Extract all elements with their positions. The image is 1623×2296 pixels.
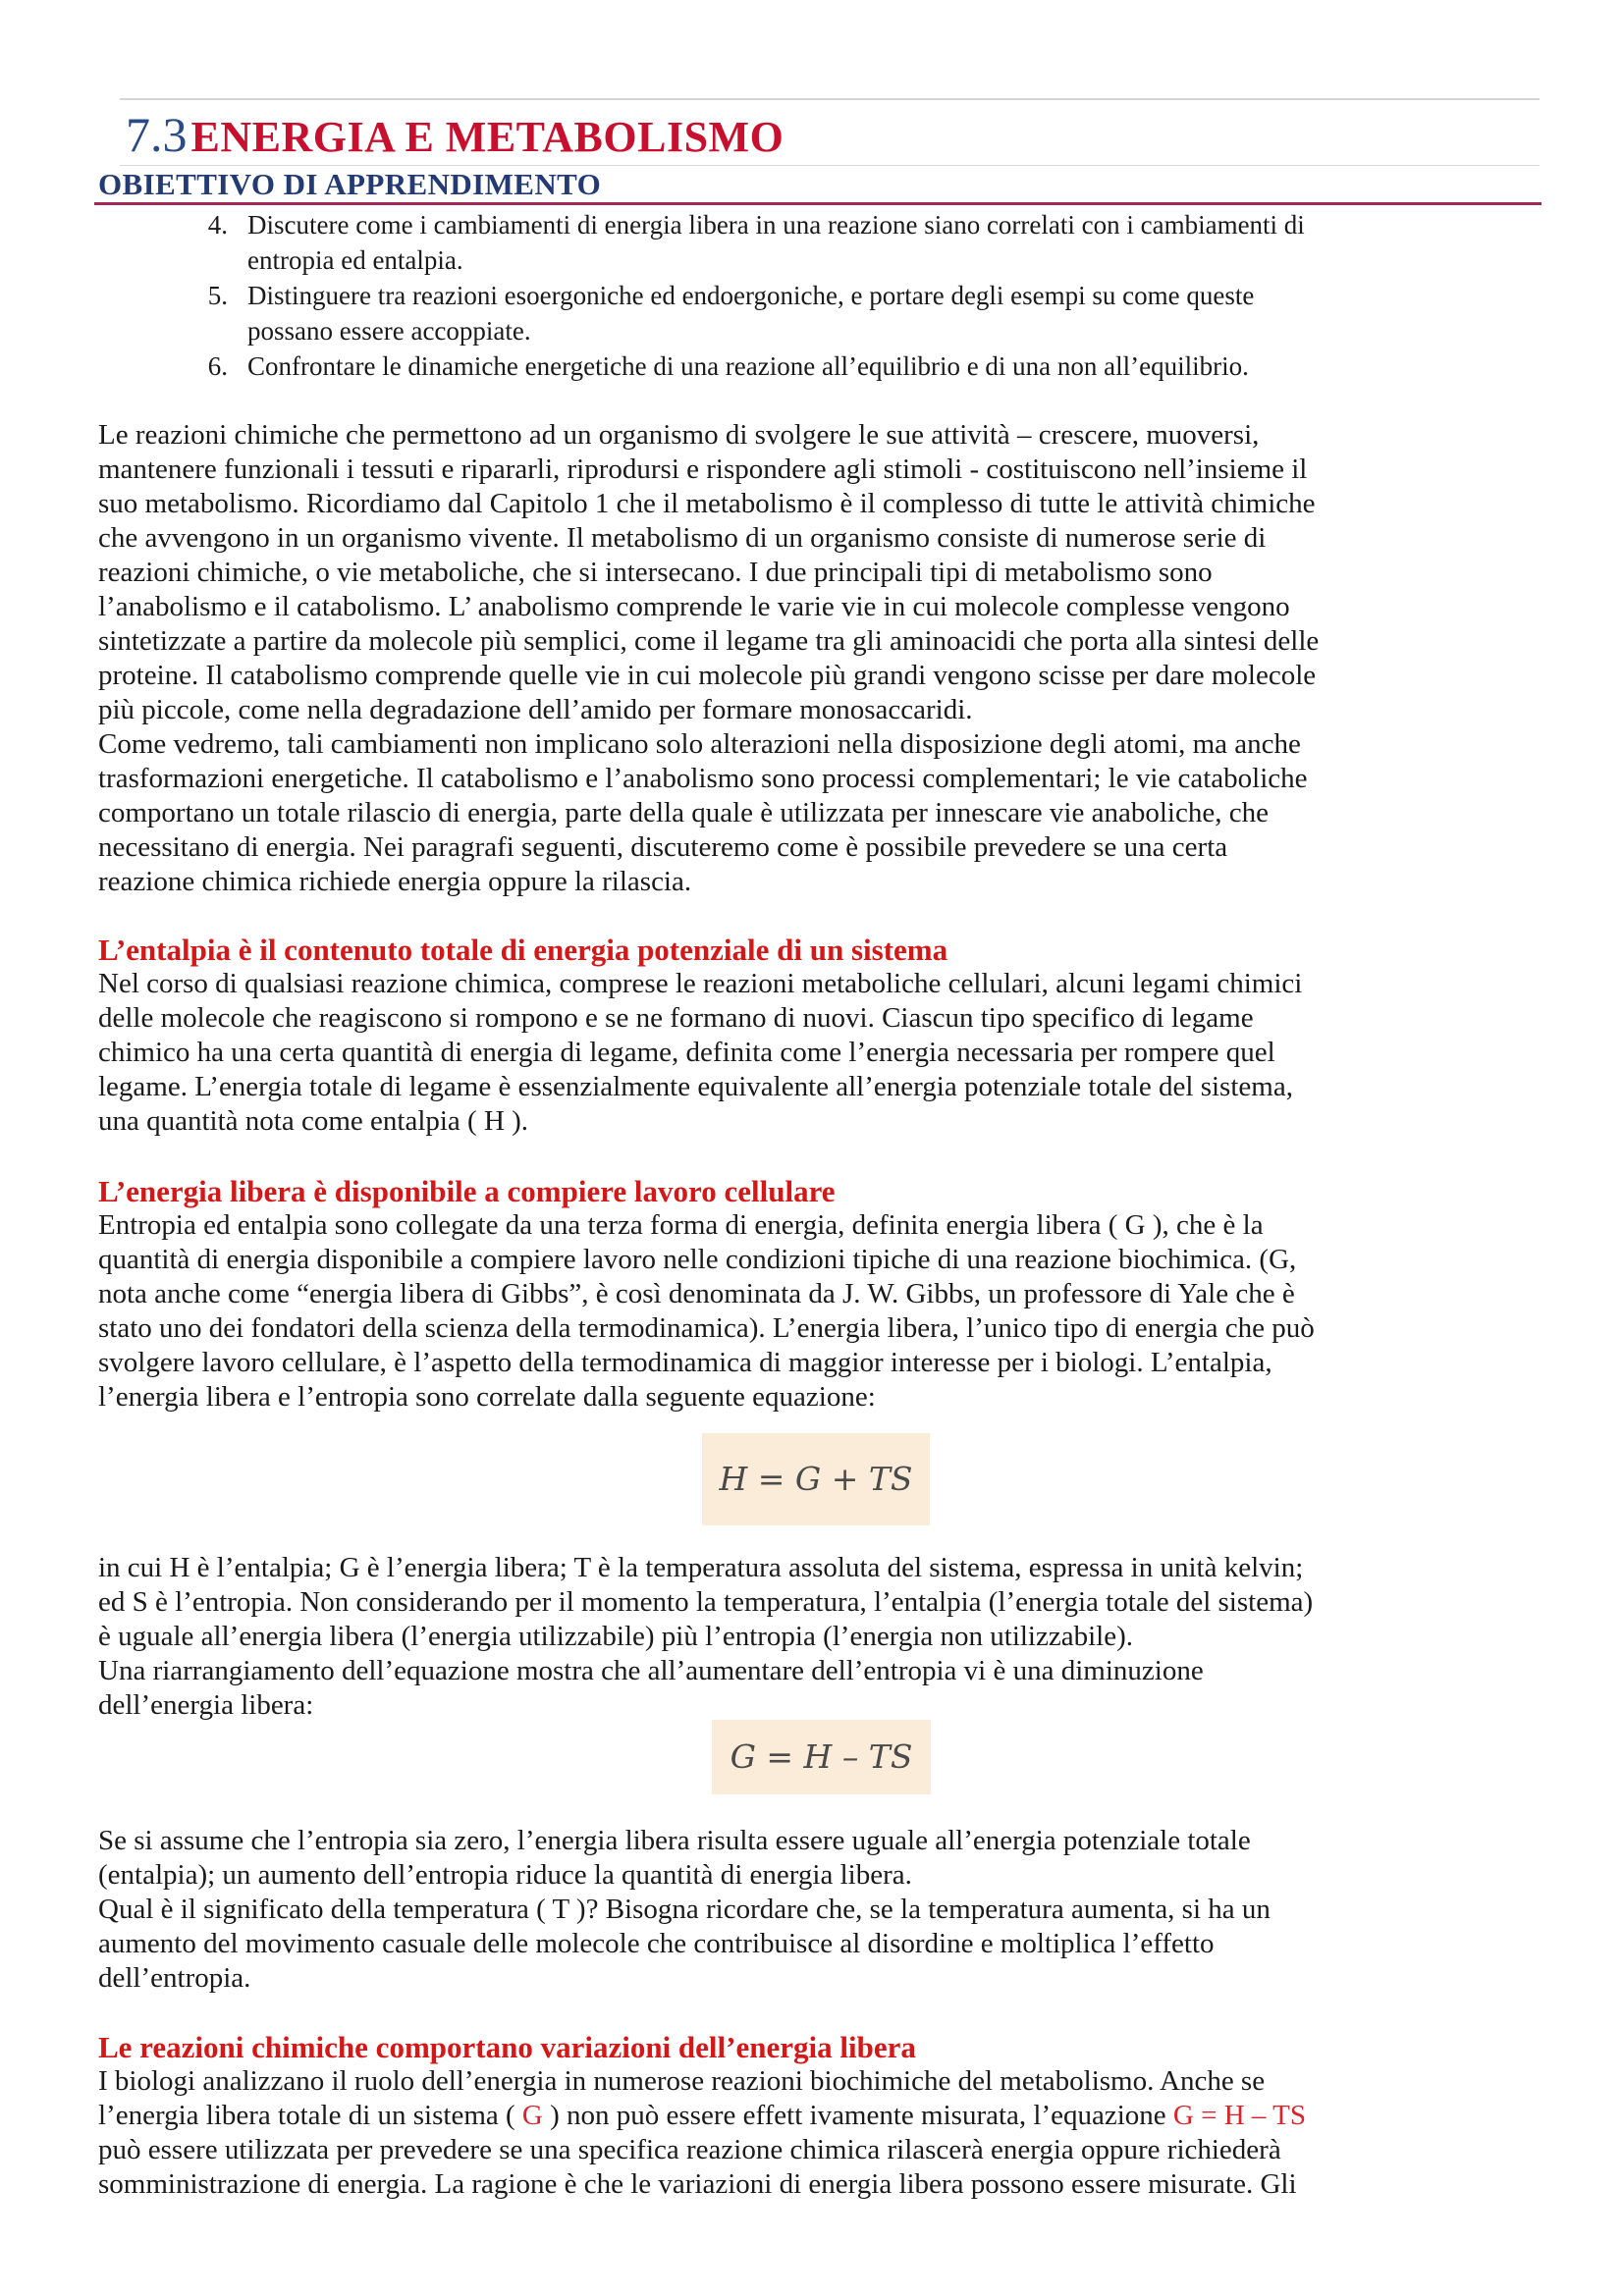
text-line: I biologi analizzano il ruolo dell’energia in numerose reazioni biochimiche del metabolismo. Anche se — [98, 2065, 1266, 2097]
text-line: (entalpia); un aumento dell’entropia riduce la quantità di energia libera. — [98, 1859, 912, 1891]
text-line: suo metabolismo. Ricordiamo dal Capitolo 1 che il metabolismo è il complesso di tutte le attività chimiche — [98, 488, 1316, 519]
text-line: Entropia ed entalpia sono collegate da una terza forma di energia, definita energia libera ( G ), che è la — [98, 1209, 1264, 1241]
text-line: dell’entropia. — [98, 1962, 251, 1994]
text-line: nota anche come “energia libera di Gibbs”, è così denominata da J. W. Gibbs, un professore di Yale che è — [98, 1278, 1295, 1309]
text-line: necessitano di energia. Nei paragrafi seguenti, discuteremo come è possibile prevedere se una certa — [98, 831, 1228, 863]
objective-line: Confrontare le dinamiche energetiche di una reazione all’equilibrio e di una non all’equilibrio. — [247, 351, 1249, 381]
text-line: comportano un totale rilascio di energia, parte della quale è utilizzata per innescare vie anaboliche, che — [98, 797, 1269, 828]
text-fragment: l’energia libera totale di un sistema ( — [98, 2100, 522, 2131]
text-line: quantità di energia disponibile a compiere lavoro nelle condizioni tipiche di una reazione biochimica. (G, — [98, 1244, 1297, 1275]
objective-item — [192, 278, 1528, 348]
text-line: Nel corso di qualsiasi reazione chimica, comprese le reazioni metaboliche cellulari, alcuni legami chimici — [98, 968, 1303, 999]
objective-item — [192, 207, 1528, 278]
equation-free-energy: G = H – TS — [712, 1720, 931, 1794]
text-line: delle molecole che reagiscono si rompono e se ne formano di nuovi. Ciascun tipo specifico di legame — [98, 1002, 1254, 1034]
section-title: ENERGIA E METABOLISMO — [190, 113, 784, 161]
top-divider — [120, 98, 1540, 100]
text-line: che avvengono in un organismo vivente. Il metabolismo di un organismo consiste di numerose serie di — [98, 522, 1267, 554]
objective-line: entropia ed entalpia. — [247, 245, 463, 275]
free-energy-symbol: G — [521, 2100, 543, 2131]
text-line: trasformazioni energetiche. Il catabolismo e l’anabolismo sono processi complementari; le vie cataboliche — [98, 763, 1308, 794]
text-fragment: ) non può essere effett ivamente misurata, l’equazione — [542, 2100, 1173, 2131]
text-line: dell’energia libera: — [98, 1689, 314, 1721]
objective-line: Discutere come i cambiamenti di energia libera in una reazione siano correlati con i cambiamenti di — [247, 210, 1305, 240]
text-line: una quantità nota come entalpia ( H ). — [98, 1105, 529, 1137]
reactions-heading: Le reazioni chimiche comportano variazioni dell’energia libera — [98, 2030, 916, 2064]
text-line: reazione chimica richiede energia oppure la rilascia. — [98, 866, 692, 897]
objective-number: 4. — [207, 210, 228, 240]
text-line: svolgere lavoro cellulare, è l’aspetto della termodinamica di maggior interesse per i biologi. L’entalpia, — [98, 1347, 1272, 1378]
enthalpy-heading: L’entalpia è il contenuto totale di energia potenziale di un sistema — [98, 933, 948, 967]
objectives-list — [192, 207, 1528, 384]
text-line: reazioni chimiche, o vie metaboliche, che si intersecano. I due principali tipi di metabolismo sono — [98, 557, 1213, 588]
reactions-paragraph — [98, 2064, 1532, 2202]
objective-line: possano essere accoppiate. — [247, 316, 531, 346]
text-line: l’energia libera e l’entropia sono correlate dalla seguente equazione: — [98, 1381, 876, 1413]
objectives-heading: OBIETTIVO DI APPRENDIMENTO — [98, 167, 602, 201]
text-line: l’anabolismo e il catabolismo. L’ anabolismo comprende le varie vie in cui molecole complesse vengono — [98, 591, 1290, 622]
objective-line: Distinguere tra reazioni esoergoniche ed endoergoniche, e portare degli esempi su come queste — [247, 281, 1255, 310]
text-line: può essere utilizzata per prevedere se una specifica reazione chimica rilascerà energia oppure richiederà — [98, 2134, 1281, 2165]
text-line: Le reazioni chimiche che permettono ad un organismo di svolgere le sue attività – crescere, muoversi, — [98, 419, 1260, 451]
text-line: in cui H è l’entalpia; G è l’energia libera; T è la temperatura assoluta del sistema, espressa in unità kelvin; — [98, 1552, 1304, 1583]
entropy-paragraph — [98, 1824, 1532, 1996]
free-energy-heading: L’energia libera è disponibile a compiere lavoro cellulare — [98, 1174, 836, 1208]
intro-paragraph — [98, 418, 1532, 899]
text-line: Una riarrangiamento dell’equazione mostra che all’aumentare dell’entropia vi è una diminuzione — [98, 1655, 1204, 1686]
text-line: Qual è il significato della temperatura ( T )? Bisogna ricordare che, se la temperatura aumenta, si ha un — [98, 1894, 1271, 1925]
objective-number: 5. — [207, 281, 228, 310]
inline-equation: G = H – TS — [1172, 2100, 1306, 2131]
text-line: sintetizzate a partire da molecole più semplici, come il legame tra gli aminoacidi che porta alla sintesi delle — [98, 625, 1320, 657]
objective-number: 6. — [207, 351, 228, 381]
text-line: mantenere funzionali i tessuti e ripararli, riprodursi e rispondere agli stimoli - costituiscono nell’insieme il — [98, 454, 1308, 485]
objectives-divider — [94, 202, 1542, 205]
section-number: 7.3 — [126, 107, 188, 162]
text-line: chimico ha una certa quantità di energia di legame, definita come l’energia necessaria per rompere quel — [98, 1037, 1275, 1068]
text-line: legame. L’energia totale di legame è essenzialmente equivalente all’energia potenziale totale del sistema, — [98, 1071, 1293, 1102]
text-line: Come vedremo, tali cambiamenti non implicano solo alterazioni nella disposizione degli atomi, ma anche — [98, 728, 1301, 760]
free-energy-paragraph — [98, 1208, 1532, 1415]
enthalpy-paragraph — [98, 967, 1532, 1139]
equation-enthalpy: H = G + TS — [702, 1433, 930, 1525]
text-line: stato uno dei fondatori della scienza della termodinamica). L’energia libera, l’unico tipo di energia che può — [98, 1312, 1315, 1344]
text-line: Se si assume che l’entropia sia zero, l’energia libera risulta essere uguale all’energia potenziale totale — [98, 1825, 1251, 1856]
text-line — [98, 2099, 1532, 2133]
text-line: proteine. Il catabolismo comprende quelle vie in cui molecole più grandi vengono scisse per dare molecole — [98, 660, 1317, 691]
objective-item — [192, 348, 1528, 384]
text-line: è uguale all’energia libera (l’energia utilizzabile) più l’entropia (l’energia non utilizzabile). — [98, 1621, 1133, 1652]
equation-explanation-paragraph — [98, 1551, 1532, 1723]
text-line: somministrazione di energia. La ragione è che le variazioni di energia libera possono essere misurate. Gli — [98, 2168, 1297, 2200]
text-line: ed S è l’entropia. Non considerando per il momento la temperatura, l’entalpia (l’energia totale del sistema) — [98, 1586, 1314, 1618]
text-line: aumento del movimento casuale delle molecole che contribuisce al disordine e moltiplica l’effetto — [98, 1928, 1215, 1959]
text-line: più piccole, come nella degradazione dell’amido per formare monosaccaridi. — [98, 694, 973, 725]
